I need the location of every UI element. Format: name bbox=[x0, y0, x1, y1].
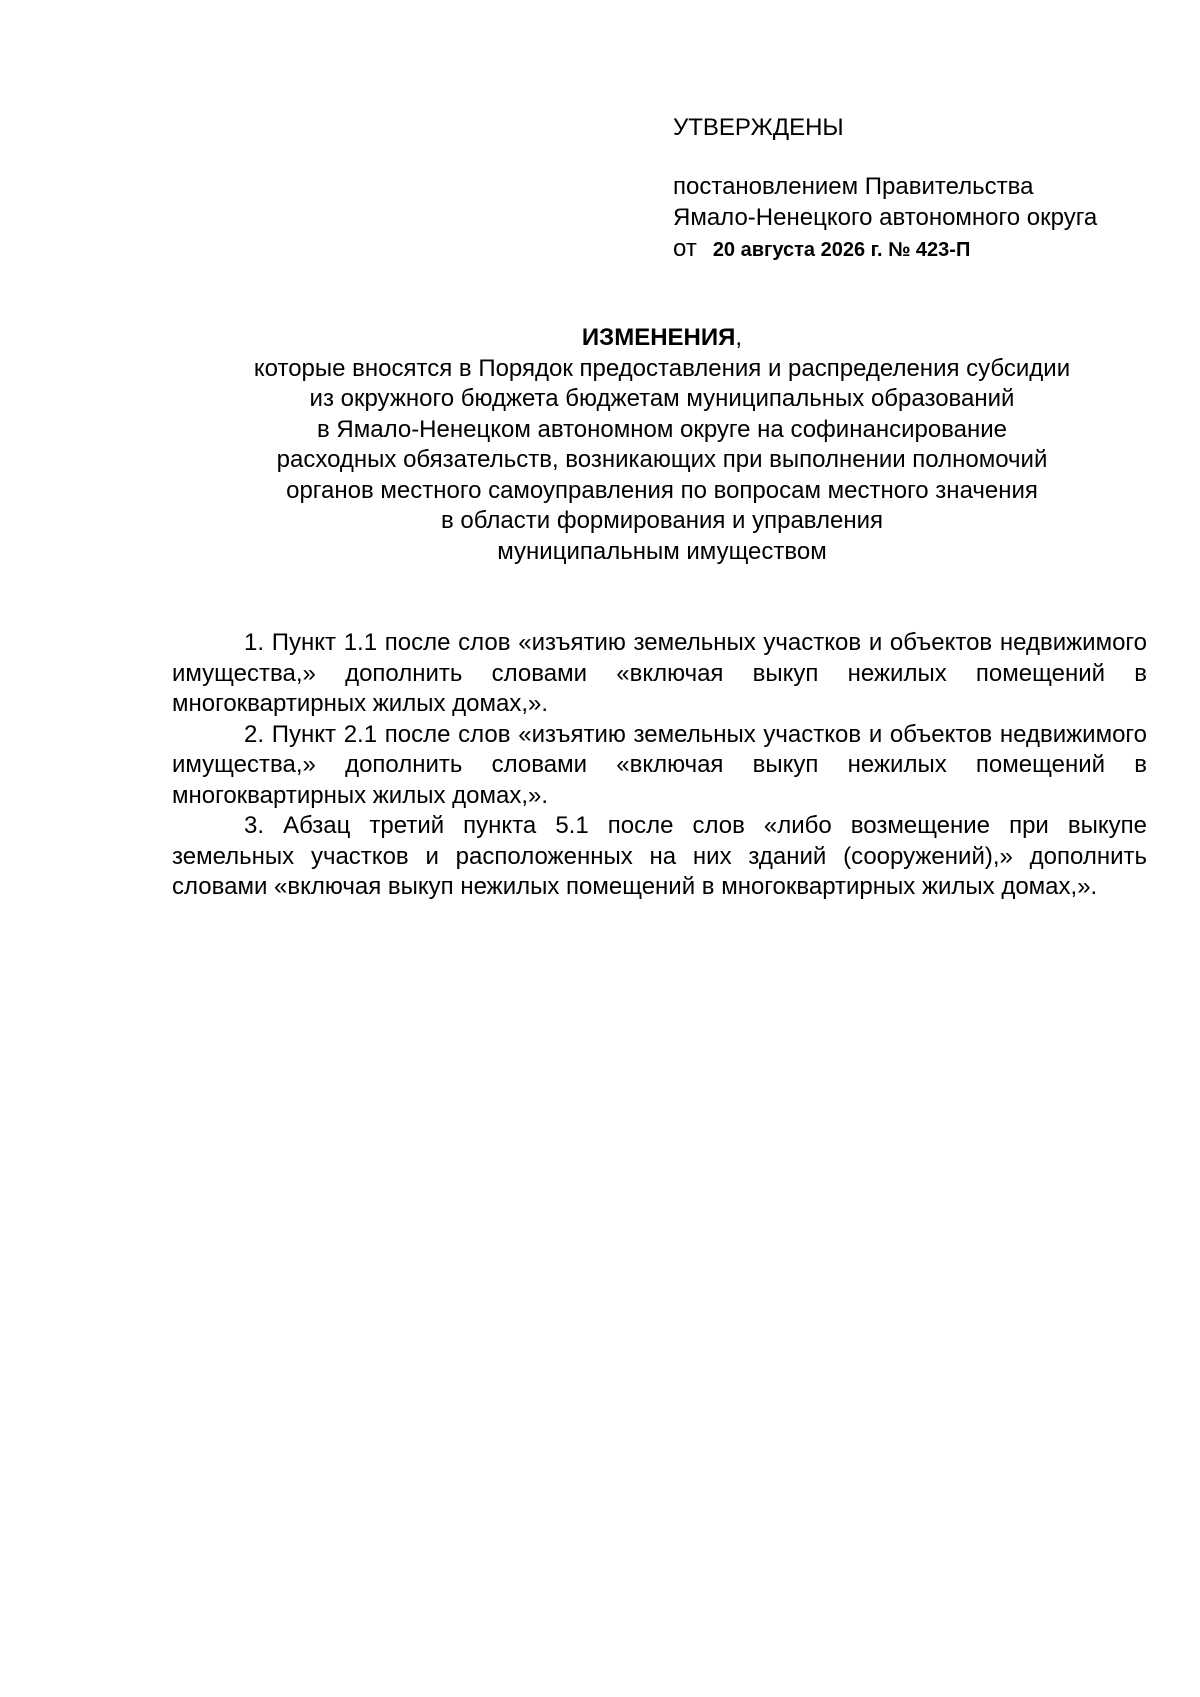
document-title-suffix: , bbox=[735, 324, 743, 351]
document-title-text: ИЗМЕНЕНИЯ bbox=[581, 324, 736, 351]
resolution-date-number: 20 августа 2026 г. № 423-П bbox=[712, 239, 971, 261]
document-title bbox=[172, 323, 1152, 354]
approval-block bbox=[673, 112, 1153, 266]
document-body bbox=[172, 628, 1147, 903]
amendment-paragraph-2: 2. Пункт 2.1 после слов «изъятию земельных участков и объектов недвижимого имущества,» дополнить словами «включая выкуп нежилых помещений в многоквартирных жилых домах,». bbox=[172, 720, 1147, 809]
subtitle-line: из окружного бюджета бюджетам муниципальных образований bbox=[309, 385, 1015, 412]
subtitle-line: которые вносятся в Порядок предоставления и распределения субсидии bbox=[253, 354, 1071, 382]
document-heading bbox=[172, 323, 1152, 567]
approval-line-date bbox=[673, 233, 1153, 266]
date-from-label: от bbox=[673, 235, 697, 262]
subtitle-line: расходных обязательств, возникающих при выполнении полномочий bbox=[276, 446, 1048, 473]
amendment-paragraph-3: 3. Абзац третий пункта 5.1 после слов «либо возмещение при выкупе земельных участков и расположенных на них зданий (сооружений),» дополнить словами «включая выкуп нежилых помещений в многоквартирных жилых домах,». bbox=[172, 812, 1147, 900]
amendment-paragraph-1: 1. Пункт 1.1 после слов «изъятию земельных участков и объектов недвижимого имущества,» дополнить словами «включая выкуп нежилых помещений в многоквартирных жилых домах,». bbox=[172, 629, 1147, 717]
subtitle-line: в области формирования и управления bbox=[440, 507, 884, 534]
approval-line-resolution: постановлением Правительства bbox=[673, 173, 1034, 200]
approved-title: УТВЕРЖДЕНЫ bbox=[673, 114, 844, 141]
subtitle-line: в Ямало-Ненецком автономном округе на софинансирование bbox=[316, 415, 1008, 443]
subtitle-line: муниципальным имуществом bbox=[497, 537, 827, 565]
approval-line-region: Ямало-Ненецкого автономного округа bbox=[673, 204, 1098, 231]
subtitle-line: органов местного самоуправления по вопросам местного значения bbox=[286, 476, 1038, 504]
